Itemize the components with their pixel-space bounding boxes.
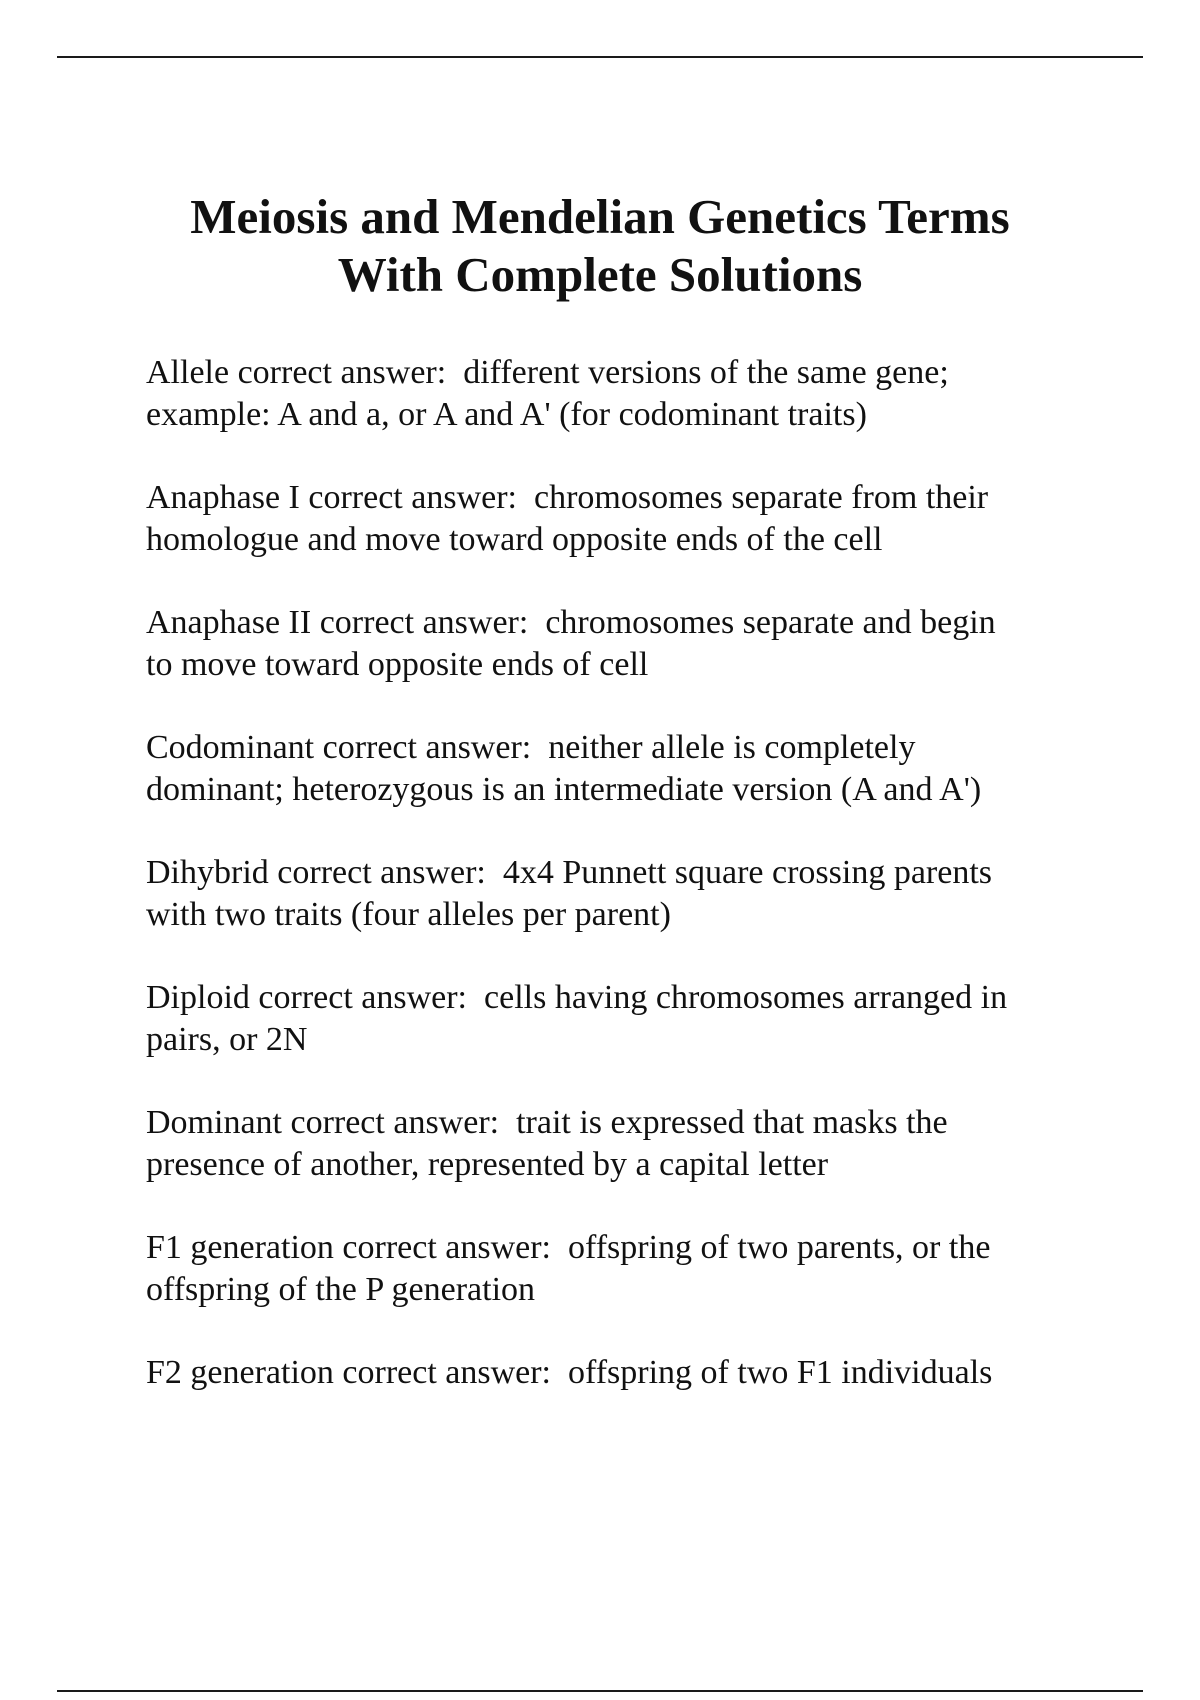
title-line-1: Meiosis and Mendelian Genetics Terms xyxy=(190,189,1010,244)
entry-line xyxy=(146,1102,1086,1144)
definition-line: neither allele is completely xyxy=(548,729,916,766)
term-entry-diploid xyxy=(146,977,1086,1061)
answer-marker: correct answer: xyxy=(342,1229,552,1266)
definition-line: offspring of two parents, or the xyxy=(568,1229,991,1266)
definition-line: chromosomes separate from their xyxy=(534,479,989,516)
answer-marker: correct answer: xyxy=(290,1104,500,1141)
definition-line: dominant; heterozygous is an intermediate version (A and A') xyxy=(146,771,982,808)
title-line-2: With Complete Solutions xyxy=(337,247,863,302)
definition-line: to move toward opposite ends of cell xyxy=(146,646,649,683)
definition-line: offspring of the P generation xyxy=(146,1271,536,1308)
entry-line xyxy=(146,852,1086,894)
answer-marker: correct answer: xyxy=(322,729,532,766)
answer-marker: correct answer: xyxy=(258,979,468,1016)
term-name: Diploid xyxy=(146,979,250,1016)
entry-line xyxy=(146,1352,1086,1394)
term-name: Dihybrid xyxy=(146,854,269,891)
definition-line: chromosomes separate and begin xyxy=(545,604,996,641)
answer-marker: correct answer: xyxy=(277,854,486,891)
definition-line: example: A and a, or A and A' (for codominant traits) xyxy=(146,396,867,433)
entry-line xyxy=(146,1227,1086,1269)
term-name: Codominant xyxy=(146,729,315,766)
definition-line: presence of another, represented by a capital letter xyxy=(146,1146,829,1183)
definition-line: different versions of the same gene; xyxy=(463,354,949,391)
bottom-rule xyxy=(57,1690,1143,1692)
answer-marker: correct answer: xyxy=(308,479,517,516)
term-entry-anaphase-ii xyxy=(146,602,1086,686)
term-entry-anaphase-i xyxy=(146,477,1086,561)
entry-line xyxy=(146,727,1086,769)
term-name: Dominant xyxy=(146,1104,282,1141)
definition-line: offspring of two F1 individuals xyxy=(568,1354,993,1391)
answer-marker: correct answer: xyxy=(237,354,447,391)
definition-line: with two traits (four alleles per parent) xyxy=(146,896,671,933)
term-name: Anaphase II xyxy=(146,604,312,641)
term-entry-dominant xyxy=(146,1102,1086,1186)
term-name: Allele xyxy=(146,354,230,391)
entry-line xyxy=(146,477,1086,519)
entry-line xyxy=(146,977,1086,1019)
term-list xyxy=(146,352,1086,1435)
term-entry-allele xyxy=(146,352,1086,436)
term-name: F2 generation xyxy=(146,1354,334,1391)
term-entry-f2-generation xyxy=(146,1352,1086,1394)
term-entry-codominant xyxy=(146,727,1086,811)
term-name: Anaphase I xyxy=(146,479,300,516)
definition-line: cells having chromosomes arranged in xyxy=(484,979,1008,1016)
answer-marker: correct answer: xyxy=(319,604,529,641)
term-entry-dihybrid xyxy=(146,852,1086,936)
top-rule xyxy=(57,56,1143,58)
definition-line: trait is expressed that masks the xyxy=(516,1104,948,1141)
entry-line xyxy=(146,602,1086,644)
definition-line: 4x4 Punnett square crossing parents xyxy=(502,854,993,891)
term-entry-f1-generation xyxy=(146,1227,1086,1311)
document-title xyxy=(0,188,1200,304)
definition-line: homologue and move toward opposite ends of the cell xyxy=(146,521,883,558)
answer-marker: correct answer: xyxy=(342,1354,552,1391)
term-name: F1 generation xyxy=(146,1229,334,1266)
entry-line xyxy=(146,352,1086,394)
definition-line: pairs, or 2N xyxy=(146,1021,308,1058)
